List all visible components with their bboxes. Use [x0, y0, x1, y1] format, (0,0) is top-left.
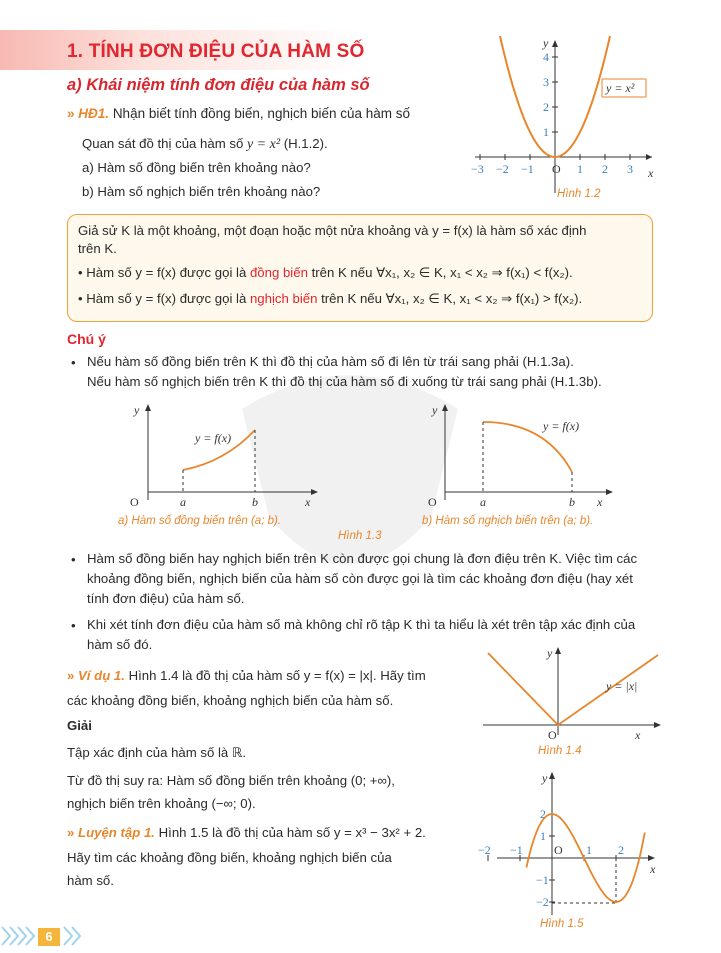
y-tick-label: 4	[543, 50, 549, 64]
def-b1-pre: • Hàm số y = f(x) được gọi là	[78, 265, 250, 280]
x-label: x	[635, 728, 641, 742]
def-bullet-2	[78, 291, 582, 307]
figure-1-4	[478, 645, 668, 745]
def-intro-1: Giả sử K là một khoảng, một đoạn hoặc một nửa khoảng và y = f(x) là hàm số xác định	[78, 223, 587, 238]
practice-line-2: Hãy tìm các khoảng đồng biến, khoảng nghịch biến của	[67, 850, 392, 865]
curve-label: y = x²	[606, 81, 635, 95]
hd1-line-2: a) Hàm số đồng biến trên khoảng nào?	[82, 160, 311, 175]
chevron-icon: »	[67, 825, 75, 840]
chevron-icon: »	[67, 668, 75, 683]
curve-label: y = f(x)	[195, 431, 232, 445]
y-axis-arrow	[549, 772, 555, 779]
curve-label: y = |x|	[606, 679, 638, 693]
hd1-line-3: b) Hàm số nghịch biến trên khoảng nào?	[82, 184, 321, 199]
section-heading: 1. TÍNH ĐƠN ĐIỆU CỦA HÀM SỐ	[67, 41, 365, 62]
chevron-icon: »	[67, 106, 75, 121]
bullet-dot: •	[71, 618, 76, 633]
note-1-a: Nếu hàm số đồng biến trên K thì đồ thị của hàm số đi lên từ trái sang phải (H.1.3a).	[87, 354, 574, 369]
x-tick-label: −2	[496, 162, 509, 176]
fig13-caption: Hình 1.3	[338, 530, 382, 542]
a-label: a	[480, 495, 486, 509]
practice-line-3: hàm số.	[67, 873, 114, 888]
y-label: y	[432, 403, 438, 417]
a-label: a	[180, 495, 186, 509]
x-tick-label: 1	[577, 162, 583, 176]
example-line-1	[67, 668, 426, 683]
y-tick-label: 3	[543, 75, 549, 89]
note-2: Hàm số đồng biến hay nghịch biến trên K còn được gọi chung là đơn điệu trên K. Việc tìm các khoảng đồng biến, nghịch biến của hàm số còn được gọi là tìm các khoảng đơn điệu (hay xét tính đơn điệu) của hàm số.	[87, 551, 638, 606]
x-tick-label: 2	[602, 162, 608, 176]
def-bullet-1	[78, 265, 573, 281]
practice-text-1: Hình 1.5 là đồ thị của hàm số y = x³ − 3x² + 2.	[158, 825, 426, 840]
x-tick-label: 2	[618, 843, 624, 857]
hd1-tag: HĐ1.	[78, 106, 110, 121]
x-tick-label: 1	[586, 843, 592, 857]
x-label: x	[597, 495, 603, 509]
x-axis-arrow	[646, 154, 652, 160]
x-tick-label: −2	[478, 843, 491, 857]
bullet-dot: •	[71, 355, 76, 370]
hd1-header	[67, 106, 410, 121]
y-tick-label: −1	[536, 873, 549, 887]
y-tick-label: 1	[543, 125, 549, 139]
x-tick-label: O	[554, 843, 563, 857]
page-number: 6	[38, 928, 60, 946]
solution-line-3: nghịch biến trên khoảng (−∞; 0).	[67, 796, 256, 811]
x-axis-arrow	[311, 489, 318, 495]
y-axis-arrow	[552, 40, 558, 47]
def-b2-pre: • Hàm số y = f(x) được gọi là	[78, 291, 250, 306]
figure-1-3b	[415, 400, 625, 515]
origin-label: O	[130, 495, 139, 509]
x-axis-arrow	[648, 855, 655, 861]
note-title: Chú ý	[67, 331, 106, 347]
origin-label: O	[548, 728, 557, 742]
origin-label: O	[428, 495, 437, 509]
fig12-caption: Hình 1.2	[557, 188, 601, 200]
x-axis-label: x	[648, 166, 654, 180]
y-axis-arrow	[442, 404, 448, 411]
y-label: y	[547, 646, 553, 660]
x-label: x	[650, 862, 656, 876]
y-axis-arrow	[555, 647, 561, 654]
definition-box	[67, 214, 653, 322]
def-b1-key: đồng biến	[249, 265, 308, 280]
y-tick-label: 2	[540, 807, 546, 821]
x-label: x	[305, 495, 311, 509]
x-tick-label: −1	[521, 162, 534, 176]
figure-1-5	[478, 770, 662, 920]
x-tick-label: 3	[627, 162, 633, 176]
practice-line-1	[67, 825, 426, 840]
fig13a-caption: a) Hàm số đồng biến trên (a; b).	[118, 515, 281, 527]
example-line-2: các khoảng đồng biến, khoảng nghịch biến của hàm số.	[67, 693, 394, 708]
bullet-dot: •	[71, 552, 76, 567]
note-3: Khi xét tính đơn điệu của hàm số mà không chỉ rõ tập K thì ta hiểu là xét trên tập xác định của hàm số đó.	[87, 617, 636, 652]
note-1-b: Nếu hàm số nghịch biến trên K thì đồ thị của hàm số đi xuống từ trái sang phải (H.1.3b).	[87, 374, 602, 389]
solution-line-2: Từ đồ thị suy ra: Hàm số đồng biến trên khoảng (0; +∞),	[67, 773, 395, 788]
def-intro-2: trên K.	[78, 241, 117, 256]
x-tick-label: −1	[510, 843, 523, 857]
y-label: y	[542, 771, 548, 785]
hd1-line-1-pre: Quan sát đồ thị của hàm số	[82, 136, 247, 151]
y-tick-label: −2	[536, 895, 549, 909]
def-b2-post: trên K nếu ∀x₁, x₂ ∈ K, x₁ < x₂ ⇒ f(x₁) > f(x₂).	[317, 291, 583, 306]
figure-1-2	[470, 35, 660, 205]
y-axis-arrow	[145, 404, 151, 411]
hd1-line-1-math: y = x²	[246, 137, 281, 152]
example-tag: Ví dụ 1.	[78, 668, 125, 683]
hd1-title: Nhận biết tính đồng biến, nghịch biến của hàm số	[112, 106, 411, 121]
figure-1-3a	[115, 400, 325, 515]
b-label: b	[569, 495, 575, 509]
x-axis-arrow	[606, 489, 613, 495]
b-label: b	[252, 495, 258, 509]
y-tick-label: 1	[540, 829, 546, 843]
curve-label: y = f(x)	[543, 419, 580, 433]
x-tick-label: O	[552, 162, 561, 176]
def-b2-key: nghịch biến	[249, 291, 318, 306]
y-label: y	[134, 403, 140, 417]
solution-label: Giải	[67, 718, 92, 733]
practice-tag: Luyện tập 1.	[78, 825, 155, 840]
example-text-1: Hình 1.4 là đồ thị của hàm số y = f(x) = |x|. Hãy tìm	[128, 668, 426, 683]
fig14-caption: Hình 1.4	[538, 745, 582, 757]
def-b1-post: trên K nếu ∀x₁, x₂ ∈ K, x₁ < x₂ ⇒ f(x₁) < f(x₂).	[307, 265, 573, 280]
fig15-caption: Hình 1.5	[540, 918, 584, 930]
fig13b-caption: b) Hàm số nghịch biến trên (a; b).	[422, 515, 594, 527]
hd1-line-1	[82, 136, 328, 153]
x-tick-label: −3	[471, 162, 484, 176]
solution-line-1: Tập xác định của hàm số là ℝ.	[67, 745, 247, 760]
subsection-heading: a) Khái niệm tính đơn điệu của hàm số	[67, 76, 370, 94]
y-axis-label: y	[543, 36, 549, 50]
y-tick-label: 2	[543, 100, 549, 114]
x-axis-arrow	[654, 722, 661, 728]
hd1-line-1-post: (H.1.2).	[280, 136, 328, 151]
